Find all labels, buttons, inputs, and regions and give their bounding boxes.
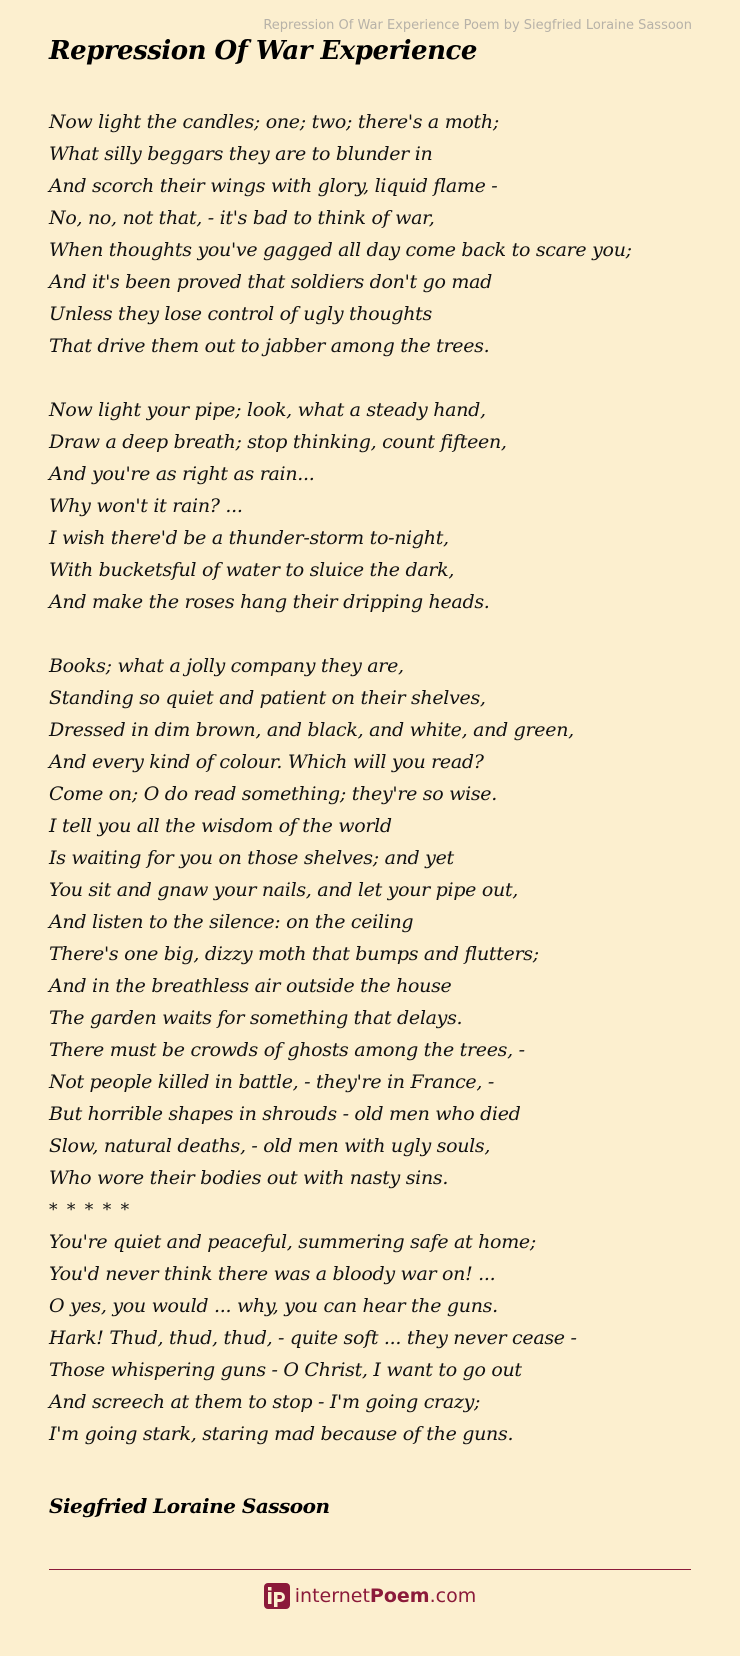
poem-line: And make the roses hang their dripping heads. xyxy=(49,591,490,613)
logo-text-com: .com xyxy=(429,1585,477,1607)
poem-line: Hark! Thud, thud, thud, - quite soft ... they never cease - xyxy=(49,1327,577,1349)
ip-logo-icon xyxy=(264,1583,290,1609)
poem-line: You're quiet and peaceful, summering safe at home; xyxy=(49,1231,536,1253)
poem-line: Dressed in dim brown, and black, and white, and green, xyxy=(49,719,574,741)
section-separator: * * * * * xyxy=(49,1200,132,1220)
poem-line: Now light the candles; one; two; there's a moth; xyxy=(49,111,499,133)
poem-line: Not people killed in battle, - they're in France, - xyxy=(49,1071,494,1093)
stanza-3 xyxy=(49,650,709,1194)
poem-line: And listen to the silence: on the ceiling xyxy=(49,911,414,933)
poem-line: You'd never think there was a bloody war on! ... xyxy=(49,1263,496,1285)
poem-line: And it's been proved that soldiers don't go mad xyxy=(49,271,492,293)
poem-line: And every kind of colour. Which will you read? xyxy=(49,751,484,773)
poem-line: I wish there'd be a thunder-storm to-night, xyxy=(49,527,449,549)
poem-line: Who wore their bodies out with nasty sins. xyxy=(49,1167,449,1189)
poem-line: And in the breathless air outside the house xyxy=(49,975,452,997)
poem-line: What silly beggars they are to blunder in xyxy=(49,143,433,165)
stanza-1 xyxy=(49,106,709,362)
site-logo[interactable] xyxy=(0,1581,740,1611)
poem-line: Is waiting for you on those shelves; and yet xyxy=(49,847,454,869)
logo-text-internet: internet xyxy=(294,1585,370,1607)
poem-line: Draw a deep breath; stop thinking, count fifteen, xyxy=(49,431,507,453)
poem-line: When thoughts you've gagged all day come back to scare you; xyxy=(49,239,632,261)
poem-line: Books; what a jolly company they are, xyxy=(49,655,404,677)
poem-title: Repression Of War Experience xyxy=(49,36,477,66)
poem-line: You sit and gnaw your nails, and let your pipe out, xyxy=(49,879,519,901)
poem-line: O yes, you would ... why, you can hear the guns. xyxy=(49,1295,498,1317)
poem-line: And screech at them to stop - I'm going crazy; xyxy=(49,1391,481,1413)
footer-divider xyxy=(49,1569,691,1570)
poem-line: I tell you all the wisdom of the world xyxy=(49,815,392,837)
poem-author: Siegfried Loraine Sassoon xyxy=(49,1494,330,1518)
poem-line: Slow, natural deaths, - old men with ugly souls, xyxy=(49,1135,491,1157)
logo-text-poem: Poem xyxy=(369,1585,430,1607)
site-logo-text xyxy=(295,1585,476,1607)
stanza-4 xyxy=(49,1226,709,1450)
poem-line: And scorch their wings with glory, liquid flame - xyxy=(49,175,498,197)
poem-line: There's one big, dizzy moth that bumps and flutters; xyxy=(49,943,539,965)
poem-line: Those whispering guns - O Christ, I want to go out xyxy=(49,1359,522,1381)
poem-line: I'm going stark, staring mad because of the guns. xyxy=(49,1423,514,1445)
header-caption: Repression Of War Experience Poem by Siegfried Loraine Sassoon xyxy=(263,18,692,33)
poem-line: There must be crowds of ghosts among the trees, - xyxy=(49,1039,525,1061)
poem-line: Come on; O do read something; they're so wise. xyxy=(49,783,497,805)
poem-line: Unless they lose control of ugly thoughts xyxy=(49,303,432,325)
poem-line: The garden waits for something that delays. xyxy=(49,1007,463,1029)
poem-line: Now light your pipe; look, what a steady hand, xyxy=(49,399,486,421)
poem-line: And you're as right as rain... xyxy=(49,463,315,485)
section-separator-block xyxy=(49,1194,709,1226)
poem-line: Why won't it rain? ... xyxy=(49,495,243,517)
stanza-2 xyxy=(49,394,709,618)
poem-line: No, no, not that, - it's bad to think of war, xyxy=(49,207,435,229)
poem-line: Standing so quiet and patient on their shelves, xyxy=(49,687,486,709)
poem-body xyxy=(49,106,709,1482)
poem-line: With bucketsful of water to sluice the dark, xyxy=(49,559,455,581)
poem-line: But horrible shapes in shrouds - old men who died xyxy=(49,1103,521,1125)
poem-line: That drive them out to jabber among the trees. xyxy=(49,335,490,357)
